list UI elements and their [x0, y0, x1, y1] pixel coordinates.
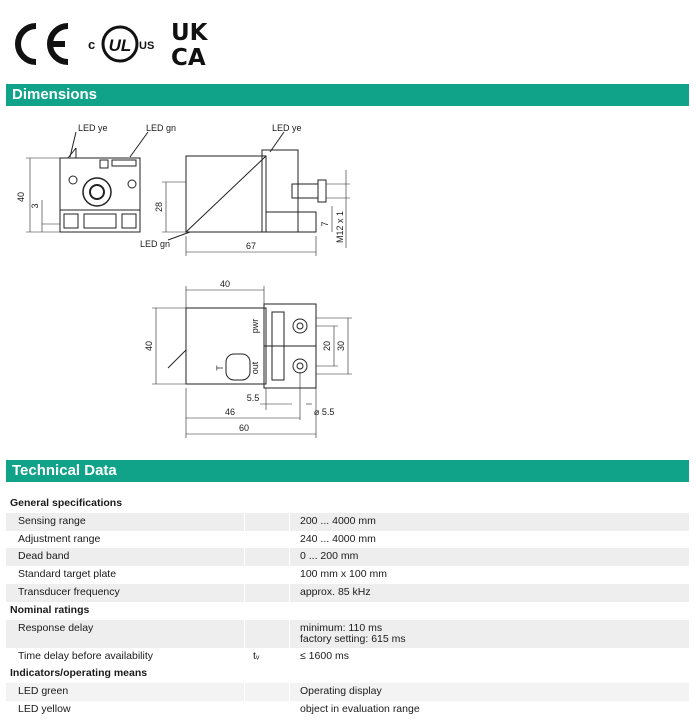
row-label: LED green	[6, 683, 245, 701]
row-symbol	[245, 584, 290, 602]
dim-20: 20	[322, 340, 332, 352]
row-symbol	[245, 683, 290, 701]
table-row	[6, 648, 689, 666]
led-ye-side-label: LED ye	[272, 123, 302, 133]
row-value: 240 ... 4000 mm	[290, 531, 690, 549]
row-symbol	[245, 531, 290, 549]
dimension-drawing	[0, 110, 696, 450]
ul-left-text: c	[88, 37, 96, 52]
row-value: 200 ... 4000 mm	[290, 513, 690, 531]
row-label: Time delay before availability	[6, 648, 245, 666]
row-value: object in evaluation range	[290, 701, 690, 719]
row-label: Dead band	[6, 548, 245, 566]
led-gn-front-label: LED gn	[146, 123, 177, 133]
out-label: out	[250, 361, 260, 375]
table-row	[6, 683, 689, 701]
dim-3: 3	[30, 203, 40, 209]
dim-28: 28	[154, 201, 164, 213]
dim-60: 60	[238, 423, 250, 433]
t-label: T	[215, 365, 225, 371]
dim-m12: M12 x 1	[335, 210, 345, 244]
dim-7: 7	[320, 221, 330, 227]
row-value: 0 ... 200 mm	[290, 548, 690, 566]
row-label: Standard target plate	[6, 566, 245, 584]
dimensions-heading: Dimensions	[6, 84, 689, 106]
section-header	[6, 665, 689, 683]
table-row	[6, 566, 689, 584]
row-label: Sensing range	[6, 513, 245, 531]
row-value-line: minimum: 110 ms	[300, 621, 383, 634]
ukca-mark-icon	[170, 18, 220, 70]
section-header	[6, 495, 689, 513]
dim-46: 46	[224, 407, 236, 417]
table-row	[6, 701, 689, 719]
ce-mark-icon	[10, 18, 72, 70]
row-label: Response delay	[6, 620, 245, 648]
row-value	[290, 620, 690, 648]
section-title: Nominal ratings	[10, 603, 90, 616]
dim-40-top-w: 40	[219, 279, 231, 289]
cul-us-mark-icon	[84, 18, 156, 70]
dim-40-top-h: 40	[144, 340, 154, 352]
row-value: approx. 85 kHz	[290, 584, 690, 602]
certification-logos	[10, 18, 230, 70]
pwr-label: pwr	[250, 318, 260, 334]
row-value-line: factory setting: 615 ms	[300, 632, 406, 645]
led-ye-front-label: LED ye	[78, 123, 108, 133]
technical-data-table	[6, 495, 689, 719]
led-gn-side-label: LED gn	[140, 239, 171, 249]
section-title: General specifications	[10, 497, 123, 509]
top-view-window	[226, 354, 250, 380]
table-row	[6, 531, 689, 549]
ul-right-text: US	[139, 40, 155, 52]
row-value: ≤ 1600 ms	[290, 648, 690, 666]
row-symbol	[245, 701, 290, 719]
technical-data-heading: Technical Data	[6, 460, 689, 482]
front-view-body	[60, 158, 140, 232]
row-value: Operating display	[290, 683, 690, 701]
row-symbol	[245, 620, 290, 648]
ukca-top-text: UK	[171, 20, 208, 46]
front-connector-icon	[83, 178, 111, 206]
dim-40-front: 40	[16, 191, 26, 203]
table-row	[6, 620, 689, 648]
row-symbol: tᵥ	[245, 648, 290, 666]
dim-30: 30	[336, 340, 346, 352]
dim-5-5-b: ⌀ 5.5	[314, 407, 335, 417]
section-title: Indicators/operating means	[10, 667, 148, 680]
row-symbol	[245, 513, 290, 531]
row-label: Transducer frequency	[6, 584, 245, 602]
table-row	[6, 548, 689, 566]
table-row	[6, 584, 689, 602]
ul-center-text: UL	[108, 36, 132, 55]
ukca-bottom-text: CA	[171, 45, 206, 70]
row-label: LED yellow	[6, 701, 245, 719]
dim-5-5-a: 5.5	[246, 393, 260, 403]
row-value: 100 mm x 100 mm	[290, 566, 690, 584]
section-header	[6, 602, 689, 620]
row-symbol	[245, 566, 290, 584]
row-symbol	[245, 548, 290, 566]
dim-67: 67	[245, 241, 257, 251]
row-label: Adjustment range	[6, 531, 245, 549]
table-row	[6, 513, 689, 531]
